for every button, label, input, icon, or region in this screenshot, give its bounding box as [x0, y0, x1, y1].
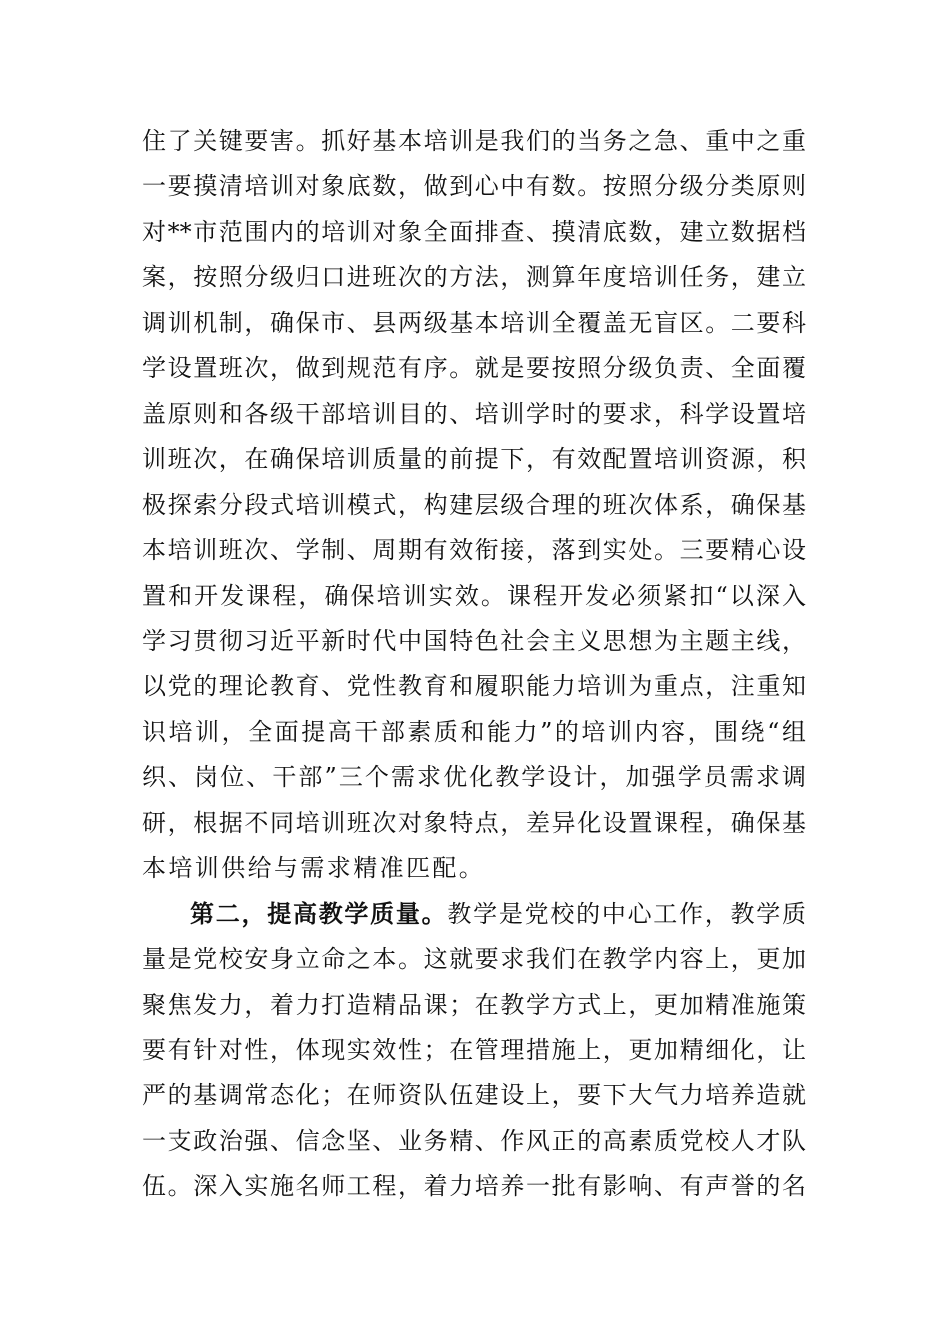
text-line: 严的基调常态化；在师资队伍建设上，要下大气力培养造就	[142, 1081, 806, 1110]
text-line: 识培训，全面提高干部素质和能力”的培训内容，围绕“组	[142, 717, 806, 746]
paragraph-text: 教学是党校的中心工作，教学质	[447, 899, 806, 928]
text-line: 本培训班次、学制、周期有效衔接，落到实处。三要精心设	[142, 536, 806, 565]
text-line: 住了关键要害。抓好基本培训是我们的当务之急、重中之重	[142, 127, 806, 155]
text-line: 研，根据不同培训班次对象特点，差异化设置课程，确保基	[142, 808, 806, 837]
text-line: 学习贯彻习近平新时代中国特色社会主义思想为主题主线，	[142, 626, 806, 655]
text-line: 置和开发课程，确保培训实效。课程开发必须紧扣“以深入	[142, 581, 806, 610]
text-line: 本培训供给与需求精准匹配。	[142, 854, 486, 883]
text-line: 织、岗位、干部”三个需求优化教学设计，加强学员需求调	[142, 763, 806, 792]
text-line: 要有针对性，体现实效性；在管理措施上，更加精细化，让	[142, 1036, 806, 1064]
paragraph-heading: 第二，提高教学质量。	[190, 898, 448, 928]
text-line: 训班次，在确保培训质量的前提下，有效配置培训资源，积	[142, 445, 806, 474]
text-line: 盖原则和各级干部培训目的、培训学时的要求，科学设置培	[142, 399, 806, 428]
text-line: 伍。深入实施名师工程，着力培养一批有影响、有声誉的名	[142, 1172, 806, 1201]
text-line: 对**市范围内的培训对象全面排查、摸清底数，建立数据档	[142, 217, 806, 246]
text-line: 学设置班次，做到规范有序。就是要按照分级负责、全面覆	[142, 354, 806, 383]
text-line: 量是党校安身立命之本。这就要求我们在教学内容上，更加	[142, 945, 806, 974]
text-line: 案，按照分级归口进班次的方法，测算年度培训任务，建立	[142, 263, 806, 292]
paragraph-2-first-line	[142, 899, 806, 929]
text-line: 以党的理论教育、党性教育和履职能力培训为重点，注重知	[142, 672, 806, 701]
text-line: 极探索分段式培训模式，构建层级合理的班次体系，确保基	[142, 490, 806, 519]
text-line: 一支政治强、信念坚、业务精、作风正的高素质党校人才队	[142, 1126, 806, 1155]
text-line: 一要摸清培训对象底数，做到心中有数。按照分级分类原则	[142, 172, 806, 201]
text-line: 调训机制，确保市、县两级基本培训全覆盖无盲区。二要科	[142, 308, 806, 337]
text-line: 聚焦发力，着力打造精品课；在教学方式上，更加精准施策	[142, 990, 806, 1019]
